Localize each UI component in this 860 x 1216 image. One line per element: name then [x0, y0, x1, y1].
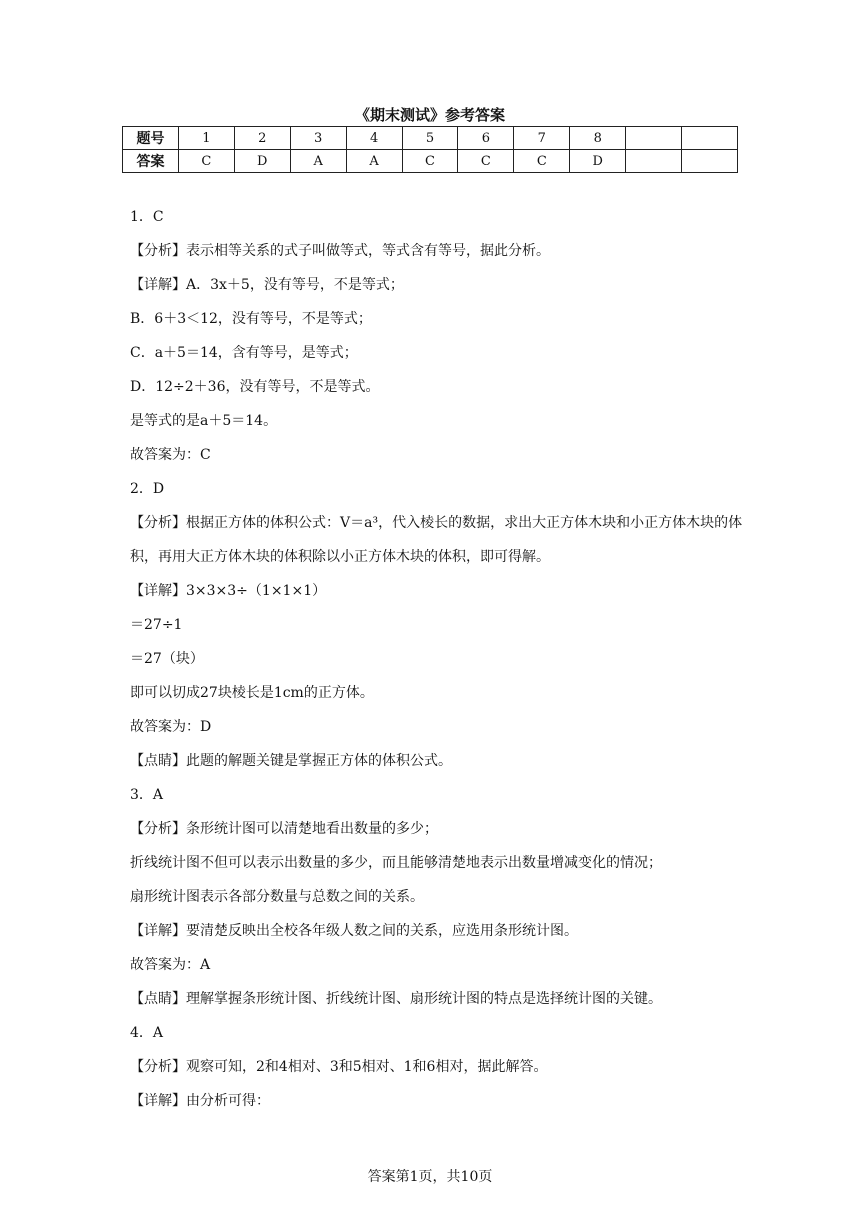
- table-cell: A: [290, 150, 346, 173]
- table-cell: [626, 127, 682, 150]
- analysis-line: 折线统计图不但可以表示出数量的多少，而且能够清楚地表示出数量增减变化的情况；: [130, 855, 662, 871]
- page-footer: 答案第1页，共10页: [367, 1169, 493, 1185]
- answer-line: 故答案为：A: [130, 957, 211, 973]
- table-cell: 8: [570, 127, 626, 150]
- detail-line: 【详解】由分析可得：: [130, 1093, 270, 1109]
- table-row: [123, 127, 738, 150]
- table-cell: 2: [234, 127, 290, 150]
- table-cell: 5: [402, 127, 458, 150]
- detail-line: 【详解】3×3×3÷（1×1×1）: [130, 583, 327, 599]
- detail-line: ＝27（块）: [130, 651, 204, 667]
- detail-line: 【详解】要清楚反映出全校各年级人数之间的关系，应选用条形统计图。: [130, 923, 578, 939]
- analysis-line: 扇形统计图表示各部分数量与总数之间的关系。: [130, 889, 424, 905]
- comment-line: 【点睛】此题的解题关键是掌握正方体的体积公式。: [130, 753, 452, 769]
- table-cell: [626, 150, 682, 173]
- analysis-line: 【分析】根据正方体的体积公式：V＝a³，代入棱长的数据，求出大正方体木块和小正方体木块的体积，再用大正方体木块的体积除以小正方体木块的体积，即可得解。: [130, 515, 743, 565]
- table-cell: 6: [458, 127, 514, 150]
- detail-line: D．12÷2＋36，没有等号，不是等式。: [130, 379, 380, 395]
- table-cell: D: [570, 150, 626, 173]
- table-cell: 7: [514, 127, 570, 150]
- analysis-line: 【分析】条形统计图可以清楚地看出数量的多少；: [130, 821, 438, 837]
- table-header-question-number: 题号: [123, 127, 179, 150]
- document-title: 《期末测试》参考答案: [354, 106, 505, 124]
- table-cell: C: [402, 150, 458, 173]
- detail-line: B．6＋3＜12，没有等号，不是等式；: [130, 311, 372, 327]
- question-heading: 3．A: [130, 787, 164, 803]
- answer-line: 故答案为：C: [130, 447, 211, 463]
- question-heading: 1．C: [130, 209, 164, 225]
- detail-line: ＝27÷1: [130, 617, 183, 633]
- detail-line: 即可以切成27块棱长是1cm的正方体。: [130, 685, 374, 701]
- table-cell: D: [234, 150, 290, 173]
- table-cell: C: [458, 150, 514, 173]
- answer-line: 故答案为：D: [130, 719, 212, 735]
- table-cell: 4: [346, 127, 402, 150]
- answer-explanations: [130, 200, 750, 1118]
- detail-line: 【详解】A．3x＋5，没有等号，不是等式；: [130, 277, 404, 293]
- comment-line: 【点睛】理解掌握条形统计图、折线统计图、扇形统计图的特点是选择统计图的关键。: [130, 991, 662, 1007]
- analysis-line: 【分析】观察可知，2和4相对、3和5相对、1和6相对，据此解答。: [130, 1059, 548, 1075]
- table-cell: 3: [290, 127, 346, 150]
- analysis-line: 【分析】表示相等关系的式子叫做等式，等式含有等号，据此分析。: [130, 243, 550, 259]
- table-cell: C: [514, 150, 570, 173]
- question-heading: 2．D: [130, 481, 165, 497]
- detail-line: 是等式的是a＋5＝14。: [130, 413, 278, 429]
- table-header-answer: 答案: [123, 150, 179, 173]
- question-heading: 4．A: [130, 1025, 164, 1041]
- table-cell: C: [178, 150, 234, 173]
- table-cell: 1: [178, 127, 234, 150]
- table-cell: [682, 150, 738, 173]
- table-cell: A: [346, 150, 402, 173]
- table-row: [123, 150, 738, 173]
- table-cell: [682, 127, 738, 150]
- answer-table: [122, 126, 738, 173]
- detail-line: C．a＋5＝14，含有等号，是等式；: [130, 345, 358, 361]
